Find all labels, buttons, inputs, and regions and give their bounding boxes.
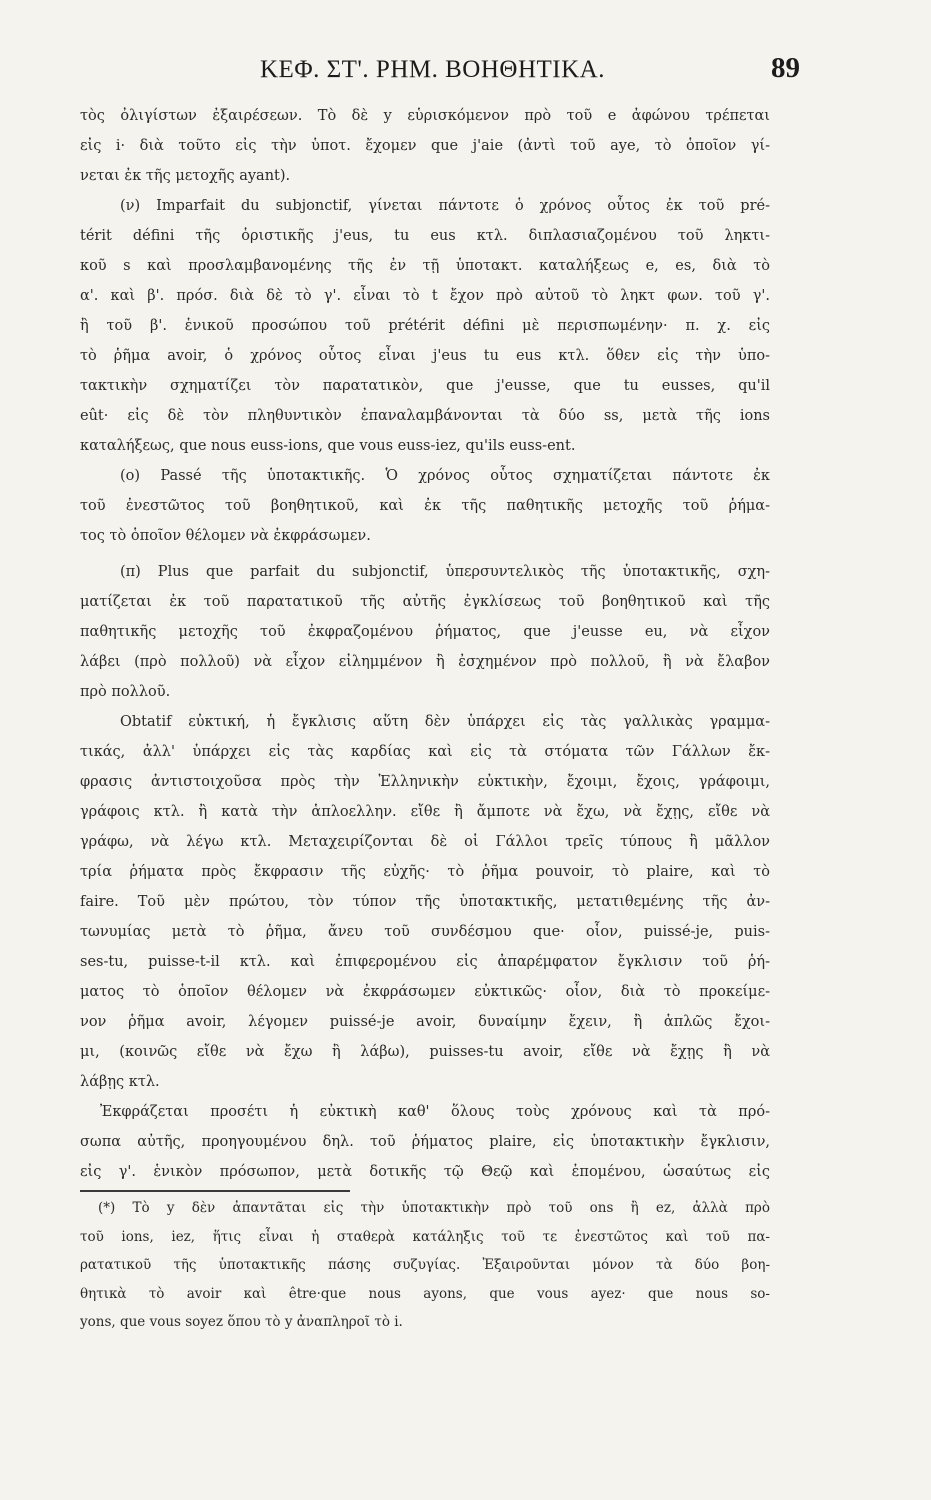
text-line: μι, (κοινῶς εἴθε νὰ ἔχω ἢ λάβω), puisses-tu avoir, εἴθε νὰ ἔχῃς ἢ νὰ: [80, 1044, 770, 1060]
text-line: eût· εἰς δὲ τὸν πληθυντικὸν ἐπαναλαμβάνονται τὰ δύο ss, μετὰ τῆς ions: [80, 408, 770, 424]
text-line: τος τὸ ὁποῖον θέλομεν νὰ ἐκφράσωμεν.: [80, 528, 371, 544]
text-line: τικάς, ἀλλ' ὑπάρχει εἰς τὰς καρδίας καὶ εἰς τὰ στόματα τῶν Γάλλων ἔκ-: [80, 744, 770, 760]
text-line: καταλήξεως, que nous euss-ions, que vous euss-iez, qu'ils euss-ent.: [80, 438, 576, 454]
paragraph-start-line: Obtatif εὐκτική, ἡ ἔγκλισις αὕτη δὲν ὑπάρχει εἰς τὰς γαλλικὰς γραμμα-: [120, 714, 770, 730]
text-line: παθητικῆς μετοχῆς τοῦ ἐκφραζομένου ῥήματος, que j'eusse eu, νὰ εἶχον: [80, 624, 770, 640]
text-line: νον ῥῆμα avoir, λέγομεν puissé-je avoir, δυναίμην ἔχειν, ἢ ἁπλῶς ἔχοι-: [80, 1014, 770, 1030]
text-line: ματος τὸ ὁποῖον θέλομεν νὰ ἐκφράσωμεν εὐκτικῶς· οἷον, διὰ τὸ προκείμε-: [80, 984, 770, 1000]
paragraph-start-line: Ἐκφράζεται προσέτι ἡ εὐκτικὴ καθ' ὅλους τοὺς χρόνους καὶ τὰ πρό-: [100, 1104, 770, 1120]
text-line: εἰς i· διὰ τοῦτο εἰς τὴν ὑποτ. ἔχομεν que j'aie (ἀντὶ τοῦ aye, τὸ ὁποῖον γί-: [80, 138, 770, 154]
text-line: τοῦ ἐνεστῶτος τοῦ βοηθητικοῦ, καὶ ἐκ τῆς παθητικῆς μετοχῆς τοῦ ῥήμα-: [80, 498, 770, 514]
footnote-line: τοῦ ions, iez, ἥτις εἶναι ἡ σταθερὰ κατάληξις τοῦ τε ἐνεστῶτος καὶ τοῦ πα-: [80, 1228, 770, 1245]
text-line: φρασις ἀντιστοιχοῦσα πρὸς τὴν Ἑλληνικὴν εὐκτικὴν, ἔχοιμι, ἔχοις, γράφοιμι,: [80, 774, 770, 790]
footnote-line: (*) Τὸ y δὲν ἀπαντᾶται εἰς τὴν ὑποτακτικὴν πρὸ τοῦ ons ἢ ez, ἀλλὰ πρὸ: [98, 1200, 770, 1216]
text-line: α'. καὶ β'. πρόσ. διὰ δὲ τὸ γ'. εἶναι τὸ t ἔχον πρὸ αὐτοῦ τὸ ληκτ φων. τοῦ γ'.: [80, 288, 770, 304]
text-line: τὸ ῥῆμα avoir, ὁ χρόνος οὗτος εἶναι j'eus tu eus κτλ. ὅθεν εἰς τὴν ὑπο-: [80, 348, 770, 364]
text-line: πρὸ πολλοῦ.: [80, 684, 171, 700]
text-line: τακτικὴν σχηματίζει τὸν παρατατικὸν, que j'eusse, que tu eusses, qu'il: [80, 378, 770, 394]
page-number: 89: [771, 52, 800, 84]
text-line: ses-tu, puisse-t-il κτλ. καὶ ἐπιφερομένου εἰς ἀπαρέμφατον ἔγκλισιν τοῦ ῥή-: [80, 954, 770, 970]
main-text: [80, 101, 770, 1187]
text-line: κοῦ s καὶ προσλαμβανομένης τῆς ἐν τῇ ὑποτακτ. καταλήξεως e, es, διὰ τὸ: [80, 258, 770, 274]
footnote-line: ρατατικοῦ τῆς ὑποτακτικῆς πάσης συζυγίας. Ἐξαιροῦνται μόνον τὰ δύο βοη-: [80, 1257, 770, 1273]
text-line: ἢ τοῦ β'. ἑνικοῦ προσώπου τοῦ prétérit défini μὲ περισπωμένην· π. χ. εἰς: [80, 318, 770, 334]
text-line: λάβει (πρὸ πολλοῦ) νὰ εἶχον εἰλημμένον ἢ ἐσχημένον πρὸ πολλοῦ, ἢ νὰ ἔλαβον: [80, 654, 770, 670]
paragraph-start-line: (π) Plus que parfait du subjonctif, ὑπερσυντελικὸς τῆς ὑποτακτικῆς, σχη-: [120, 564, 770, 580]
page-header: [80, 52, 800, 92]
footnote-divider: [80, 1190, 350, 1192]
running-title: ΚΕΦ. ΣΤ'. ΡΗΜ. ΒΟΗΘΗΤΙΚΑ.: [260, 56, 605, 83]
footnote-line: yons, que vous soyez ὅπου τὸ y ἀναπληροῖ τὸ i.: [80, 1314, 403, 1330]
text-line: τὸς ὀλιγίστων ἐξαιρέσεων. Τὸ δὲ y εὑρισκόμενον πρὸ τοῦ e ἀφώνου τρέπεται: [80, 108, 770, 124]
text-line: γράφω, νὰ λέγω κτλ. Μεταχειρίζονται δὲ οἱ Γάλλοι τρεῖς τύπους ἢ μᾶλλον: [80, 834, 770, 850]
text-line: εἰς γ'. ἑνικὸν πρόσωπον, μετὰ δοτικῆς τῷ Θεῷ καὶ ἑπομένου, ὡσαύτως εἰς: [80, 1164, 770, 1180]
text-line: faire. Τοῦ μὲν πρώτου, τὸν τύπον τῆς ὑποτακτικῆς, μετατιθεμένης τῆς ἀν-: [80, 894, 770, 910]
footnote-line: θητικὰ τὸ avoir καὶ être·que nous ayons, que vous ayez· que nous so-: [80, 1285, 770, 1302]
footnote: [80, 1194, 770, 1337]
text-line: γράφοις κτλ. ἢ κατὰ τὴν ἁπλοελλην. εἴθε ἢ ἄμποτε νὰ ἔχω, νὰ ἔχῃς, εἴθε νὰ: [80, 804, 770, 820]
text-line: térit défini τῆς ὁριστικῆς j'eus, tu eus κτλ. διπλασιαζομένου τοῦ ληκτι-: [80, 228, 770, 244]
text-line: τρία ῥήματα πρὸς ἔκφρασιν τῆς εὐχῆς· τὸ ῥῆμα pouvoir, τὸ plaire, καὶ τὸ: [80, 864, 770, 880]
text-line: νεται ἐκ τῆς μετοχῆς ayant).: [80, 168, 291, 184]
text-line: σωπα αὐτῆς, προηγουμένου δηλ. τοῦ ῥήματος plaire, εἰς ὑποτακτικὴν ἔγκλισιν,: [80, 1134, 770, 1150]
paragraph-start-line: (ν) Imparfait du subjonctif, γίνεται πάντοτε ὁ χρόνος οὗτος ἐκ τοῦ pré-: [120, 198, 770, 214]
text-line: ματίζεται ἐκ τοῦ παρατατικοῦ τῆς αὐτῆς ἐγκλίσεως τοῦ βοηθητικοῦ καὶ τῆς: [80, 594, 770, 610]
text-line: λάβῃς κτλ.: [80, 1074, 160, 1090]
text-line: τωνυμίας μετὰ τὸ ῥῆμα, ἄνευ τοῦ συνδέσμου que· οἷον, puissé-je, puis-: [80, 924, 770, 940]
paragraph-start-line: (ο) Passé τῆς ὑποτακτικῆς. Ὁ χρόνος οὗτος σχηματίζεται πάντοτε ἐκ: [120, 468, 770, 484]
